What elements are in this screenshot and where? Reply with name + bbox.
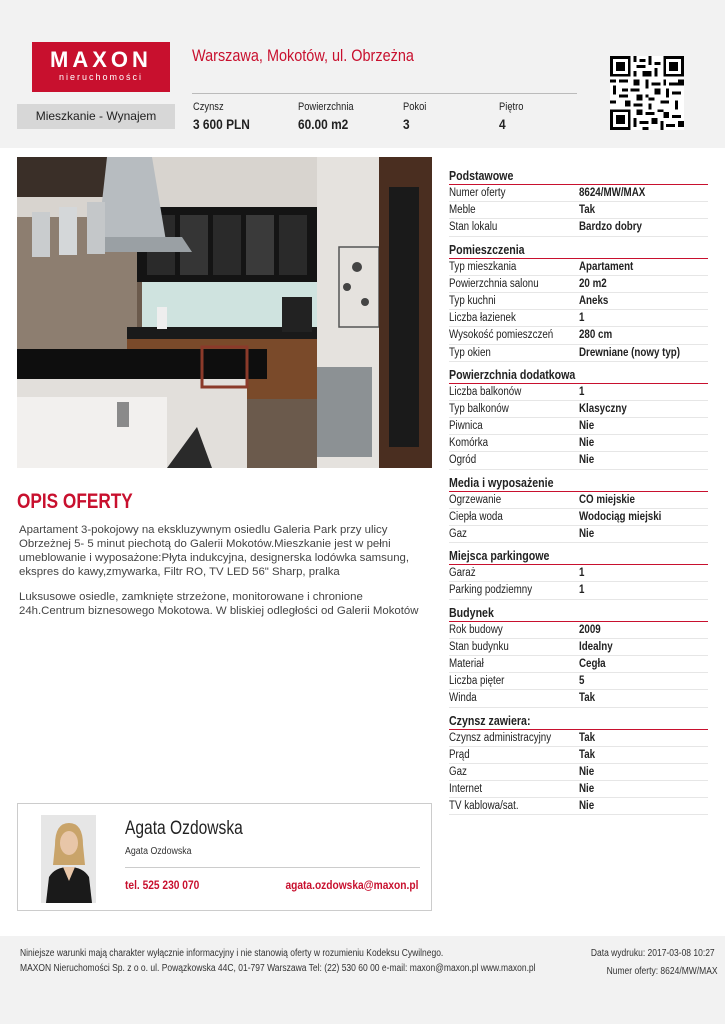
detail-row	[449, 185, 708, 202]
detail-value: Idealny	[579, 640, 613, 653]
stat-label: Piętro	[499, 101, 524, 113]
agent-email-link[interactable]: agata.ozdowska@maxon.pl	[285, 878, 418, 892]
qr-code-icon[interactable]	[610, 56, 684, 130]
footer-company: MAXON Nieruchomości Sp. z o o. ul. Powązkowska 44C, 01-797 Warszawa Tel: (22) 530 60 00 e-mail: maxon@maxon.pl www.maxon.pl	[20, 963, 536, 974]
stat-value: 60.00 m2	[298, 116, 349, 132]
detail-key: Stan lokalu	[449, 221, 498, 234]
detail-value: 2009	[579, 623, 601, 636]
detail-value: Apartament	[579, 260, 634, 273]
section-title	[449, 475, 708, 492]
detail-key: Typ kuchni	[449, 294, 496, 307]
detail-value: Nie	[579, 420, 595, 433]
agent-name: Agata Ozdowska	[125, 818, 243, 839]
detail-key: Komórka	[449, 437, 489, 450]
detail-key: Ogrzewanie	[449, 493, 502, 506]
section-title-text: Powierzchnia dodatkowa	[449, 367, 576, 382]
detail-value: CO miejskie	[579, 493, 635, 506]
detail-key: Powierzchnia salonu	[449, 277, 539, 290]
detail-value: Nie	[579, 437, 595, 450]
detail-row	[449, 327, 708, 344]
detail-value: Tak	[579, 731, 596, 744]
stat-value: 4	[499, 116, 506, 132]
detail-value: 1	[579, 584, 585, 597]
detail-row	[449, 310, 708, 327]
detail-value: 1	[579, 312, 585, 325]
detail-key: TV kablowa/sat.	[449, 800, 519, 813]
detail-key: Gaz	[449, 765, 467, 778]
detail-row	[449, 293, 708, 310]
section-title-text: Pomieszczenia	[449, 242, 525, 257]
detail-key: Materiał	[449, 657, 484, 670]
detail-value: Wodociąg miejski	[579, 510, 662, 523]
detail-value: 8624/MW/MAX	[579, 187, 646, 199]
detail-value: Nie	[579, 800, 595, 813]
detail-key: Parking podziemny	[449, 584, 533, 597]
detail-key: Internet	[449, 783, 483, 796]
detail-row	[449, 781, 708, 798]
stat-floor	[499, 101, 528, 132]
detail-key: Winda	[449, 692, 477, 705]
detail-value: Tak	[579, 692, 596, 705]
offer-details	[449, 168, 708, 815]
detail-row	[449, 798, 708, 815]
detail-value: Tak	[579, 204, 596, 217]
stat-label: Powierzchnia	[298, 101, 354, 113]
stat-label: Pokoi	[403, 101, 427, 113]
agent-card	[17, 803, 432, 911]
detail-value: 1	[579, 385, 585, 398]
detail-value: Bardzo dobry	[579, 221, 643, 234]
detail-row	[449, 622, 708, 639]
detail-key: Czynsz administracyjny	[449, 731, 552, 744]
detail-key: Liczba balkonów	[449, 385, 522, 398]
detail-value: Klasyczny	[579, 402, 627, 415]
detail-row	[449, 639, 708, 656]
detail-value: Nie	[579, 528, 595, 540]
section-title-text: Budynek	[449, 605, 494, 620]
detail-row	[449, 276, 708, 293]
detail-key: Typ mieszkania	[449, 260, 517, 273]
footer-disclaimer: Niniejsze warunki mają charakter wyłącznie informacyjny i nie stanowią oferty w rozumieniu Kodeksu Cywilnego.	[20, 948, 444, 959]
section-title	[449, 367, 708, 384]
divider	[125, 867, 420, 868]
detail-row	[449, 526, 708, 543]
detail-row	[449, 656, 708, 673]
detail-key: Ogród	[449, 454, 477, 467]
detail-key: Typ okien	[449, 346, 491, 359]
detail-row	[449, 690, 708, 707]
section-title-text: Podstawowe	[449, 169, 514, 183]
detail-value: Tak	[579, 748, 596, 761]
detail-key: Liczba pięter	[449, 675, 505, 688]
detail-key: Typ balkonów	[449, 402, 509, 415]
detail-key: Liczba łazienek	[449, 312, 516, 325]
detail-key: Prąd	[449, 748, 470, 761]
section-title	[449, 713, 708, 730]
detail-key: Stan budynku	[449, 640, 509, 653]
detail-row	[449, 730, 708, 747]
detail-value: Nie	[579, 454, 595, 467]
detail-value: 1	[579, 567, 585, 580]
footer	[0, 936, 725, 1024]
kitchen-image	[17, 157, 432, 468]
detail-key: Rok budowy	[449, 623, 503, 636]
detail-value: Nie	[579, 783, 595, 796]
stat-rooms	[403, 101, 431, 132]
stat-value: 3 600 PLN	[193, 116, 250, 132]
agent-subtitle: Agata Ozdowska	[125, 846, 192, 857]
stat-value: 3	[403, 116, 410, 132]
detail-value: 5	[579, 675, 585, 688]
detail-key: Meble	[449, 204, 476, 217]
detail-row	[449, 452, 708, 469]
detail-row	[449, 764, 708, 781]
detail-row	[449, 673, 708, 690]
detail-row	[449, 435, 708, 452]
offer-type: Mieszkanie - Wynajem	[17, 104, 175, 129]
detail-row	[449, 418, 708, 435]
detail-value: Nie	[579, 765, 595, 778]
divider	[192, 93, 577, 94]
detail-row	[449, 747, 708, 764]
logo-sub: nieruchomości	[58, 72, 144, 82]
detail-row	[449, 384, 708, 401]
detail-row	[449, 345, 708, 362]
footer-issue-date: Data wydruku: 2017-03-08 10:27	[591, 948, 715, 959]
detail-value: 280 cm	[579, 329, 613, 342]
offer-description	[19, 523, 431, 629]
stat-area	[298, 101, 363, 132]
detail-row	[449, 401, 708, 418]
detail-row	[449, 492, 708, 509]
description-paragraph: Apartament 3-pokojowy na ekskluzywnym osiedlu Galeria Park przy ulicy Obrzeżnej 5- 5 minut piechotą do Galerii Mokotów.Mieszkanie jest w pełni umeblowanie i wyposażone:Płyta indukcyjna, designerska lodówka samsung, ekspres do kawy,zmywarka, Filtr RO, TV LED 56" Sharp, pralka	[19, 524, 410, 578]
section-title	[449, 168, 708, 185]
detail-key: Wysokość pomieszczeń	[449, 329, 554, 342]
agent-phone-link[interactable]: tel. 525 230 070	[125, 878, 200, 892]
detail-key: Garaż	[449, 567, 476, 580]
stat-rent	[193, 101, 260, 132]
stat-label: Czynsz	[193, 101, 224, 113]
detail-row	[449, 582, 708, 599]
section-title-text: Miejsca parkingowe	[449, 549, 550, 564]
detail-row	[449, 565, 708, 582]
section-title	[449, 548, 708, 565]
agent-avatar	[41, 815, 96, 903]
detail-row	[449, 509, 708, 526]
detail-value: 20 m2	[579, 277, 607, 290]
detail-row	[449, 219, 708, 236]
section-title-text: Media i wyposażenie	[449, 475, 554, 490]
description-paragraph: Luksusowe osiedle, zamknięte strzeżone, monitorowane i chronione 24h.Centrum biznesowego Mokotowa. W bliskiej odległości od Galerii Mokotów	[19, 591, 419, 617]
detail-value: Drewniane (nowy typ)	[579, 346, 681, 359]
detail-row	[449, 259, 708, 276]
footer-offer-number: Numer oferty: 8624/MW/MAX	[606, 966, 718, 977]
detail-value: Cegła	[579, 657, 606, 670]
detail-key: Gaz	[449, 528, 467, 540]
logo-main: MAXON	[50, 47, 152, 72]
detail-key: Numer oferty	[449, 187, 506, 199]
detail-key: Ciepła woda	[449, 510, 503, 523]
offer-address: Warszawa, Mokotów, ul. Obrzeżna	[192, 46, 414, 65]
header	[0, 0, 725, 148]
section-title	[449, 242, 708, 259]
property-photo[interactable]	[17, 157, 432, 468]
detail-row	[449, 202, 708, 219]
offer-description-title: OPIS OFERTY	[17, 490, 133, 513]
detail-key: Piwnica	[449, 420, 483, 433]
section-title	[449, 605, 708, 622]
section-title-text: Czynsz zawiera:	[449, 713, 531, 728]
detail-value: Aneks	[579, 294, 609, 307]
maxon-logo[interactable]	[32, 42, 170, 92]
